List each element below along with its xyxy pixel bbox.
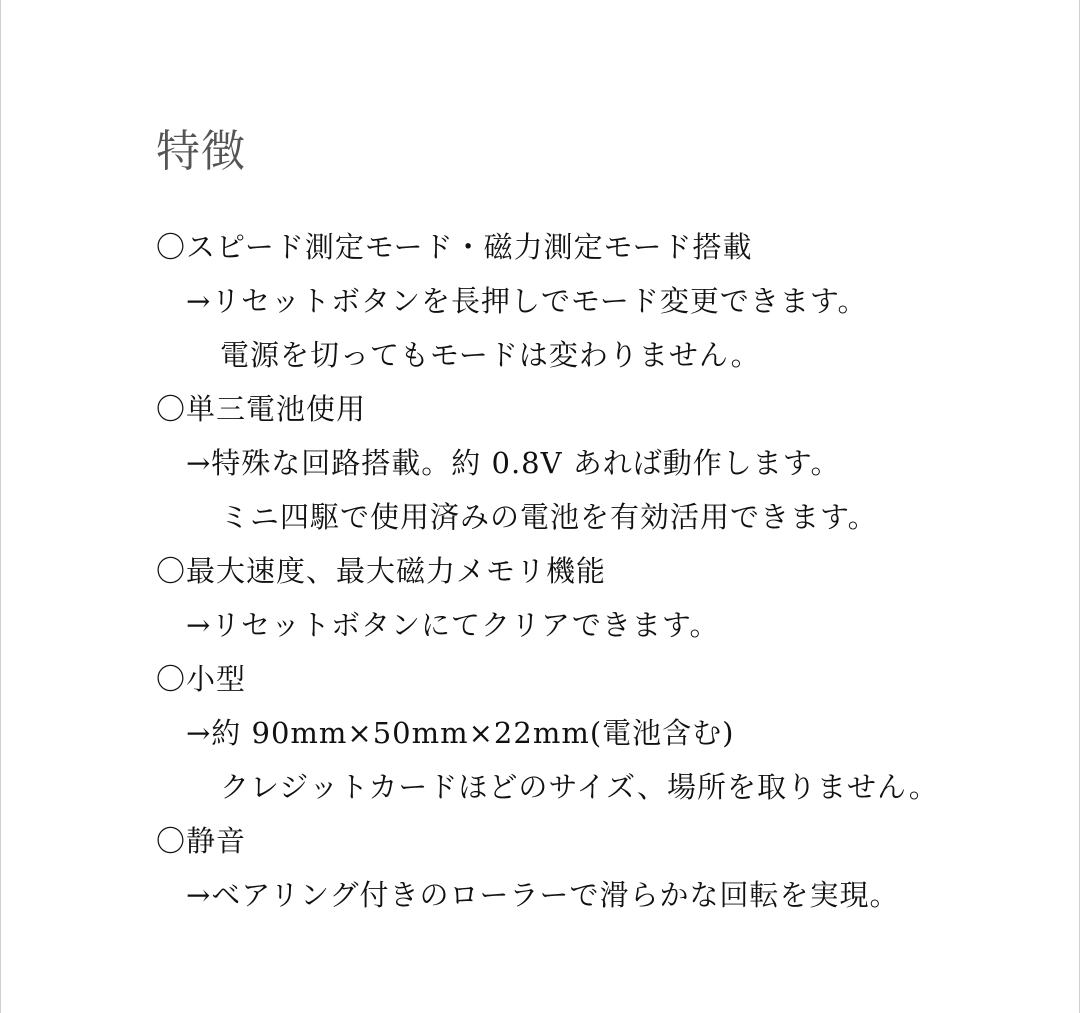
feature-title: 〇スピード測定モード・磁力測定モード搭載 (156, 230, 753, 264)
feature-detail: ミニ四駆で使用済みの電池を有効活用できます。 (220, 500, 878, 534)
feature-detail: クレジットカードほどのサイズ、場所を取りません。 (220, 770, 939, 804)
feature-title: 〇最大速度、最大磁力メモリ機能 (156, 554, 607, 588)
page-title: 特徴 (156, 126, 246, 177)
feature-detail: →ベアリング付きのローラーで滑らかな回転を実現。 (186, 878, 900, 912)
feature-detail: →リセットボタンを長押しでモード変更できます。 (186, 284, 868, 318)
feature-list (156, 220, 1036, 922)
feature-detail: 電源を切ってもモードは変わりません。 (220, 338, 761, 372)
feature-detail: →約 90mm×50mm×22mm(電池含む) (186, 716, 735, 750)
frame-left-border (0, 0, 1, 1013)
feature-title: 〇単三電池使用 (156, 392, 367, 426)
feature-title: 〇小型 (156, 662, 247, 696)
feature-detail: →特殊な回路搭載。約 0.8V あれば動作します。 (186, 446, 841, 480)
feature-detail: →リセットボタンにてクリアできます。 (186, 608, 720, 642)
feature-title: 〇静音 (156, 824, 247, 858)
